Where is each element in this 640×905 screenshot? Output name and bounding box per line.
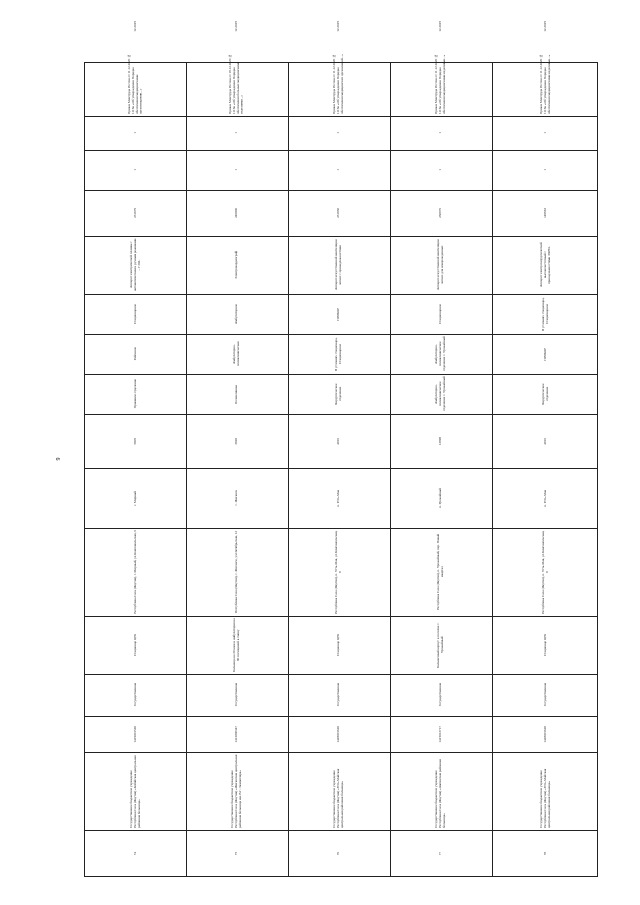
table-cell-level: [290, 296, 388, 332]
table-cell-order: [290, 52, 388, 114]
cell-text-license: 149663: [542, 208, 547, 218]
table-cell-num: [87, 832, 184, 876]
cell-text-level: ПРИБОР: [336, 307, 341, 321]
table-cell-population: [494, 416, 597, 466]
table-cell-date: [188, 5, 286, 48]
table-cell-address: [392, 530, 490, 614]
cell-text-ownership: Государственная: [132, 683, 137, 707]
cell-text-num: 75: [234, 852, 239, 856]
table-cell-order: [87, 52, 184, 114]
table-cell-order: [494, 52, 597, 114]
cell-text-num: 77: [438, 852, 443, 856]
table-cell-ownership: [87, 676, 184, 714]
table-cell-inn: [188, 718, 286, 750]
table-cell-level: [392, 296, 490, 332]
cell-text-inn: 1412000347: [234, 725, 239, 743]
table-cell-population: [290, 416, 388, 466]
table-cell-ownership: [494, 676, 597, 714]
table-cell-equipment: [188, 238, 286, 292]
table-cell-license: [392, 192, 490, 234]
column-divider: [85, 716, 597, 717]
column-divider: [85, 616, 597, 617]
column-divider: [85, 190, 597, 191]
cell-text-date: 12.2025: [132, 21, 137, 32]
table-cell-staff: [494, 118, 597, 148]
cell-text-address: Республика Саха (Якутия), п. Урожайный, пер. Новый квартал: [436, 533, 444, 611]
cell-text-inn: 1428001620: [336, 725, 341, 743]
table-cell-ownership: [188, 676, 286, 714]
cell-text-equipment: Электрокардиограф: [234, 251, 239, 279]
table-cell-kind: [188, 618, 286, 672]
table-cell-equipment: [392, 238, 490, 292]
cell-text-population: 4816: [336, 437, 341, 445]
cell-text-address: Республика Саха (Якутия), с. Жиганск, ул.Октябрьская, 12: [234, 530, 239, 614]
table-cell-beds: [290, 152, 388, 188]
table-cell-license: [188, 192, 286, 234]
cell-text-order: Приказ Минтруда России от 11.12.2020 № 1116н «Об утверждении Порядка обеспечения медицинскими организациями...»: [126, 53, 143, 114]
cell-text-staff: 1: [542, 132, 547, 134]
cell-text-population: 3828: [234, 437, 239, 445]
table-cell-settlement: [87, 470, 184, 526]
table-cell-inn: [392, 718, 490, 750]
cell-text-kind: Стационар ЦРБ: [542, 633, 547, 657]
cell-text-kind: Стационар ЦРБ: [132, 633, 137, 657]
table-cell-staff: [188, 118, 286, 148]
cell-text-staff: 1: [132, 132, 137, 134]
table-cell-department: [494, 376, 597, 412]
cell-text-ownership: Государственная: [336, 683, 341, 707]
cell-text-order: Приказ Минтруда России от 11.12.2020 № 1116н «Об утверждении Порядка обеспечения медицинских организаций...»: [332, 53, 344, 114]
table-cell-department: [87, 376, 184, 412]
cell-text-department: Приемное отделение: [132, 379, 137, 409]
table-cell-address: [494, 530, 597, 614]
cell-text-inn: 1419001520: [132, 725, 137, 743]
table-cell-address: [188, 530, 286, 614]
row-divider: [288, 63, 289, 876]
table-cell-settlement: [290, 470, 388, 526]
table-cell-zone: [188, 336, 286, 372]
table-cell-department: [188, 376, 286, 412]
table-cell-inn: [290, 718, 388, 750]
table-cell-staff: [87, 118, 184, 148]
cell-text-settlement: п. Усть-Мая: [542, 489, 547, 507]
table-cell-date: [392, 5, 490, 48]
cell-text-beds: 1: [336, 169, 341, 171]
table-cell-order: [392, 52, 490, 114]
cell-text-settlement: п. Урожайный: [438, 488, 443, 508]
cell-text-ownership: Государственная: [542, 683, 547, 707]
column-divider: [85, 294, 597, 295]
cell-text-level: Стационарное: [132, 303, 137, 325]
cell-text-address: Республика Саха (Якутия), п. Усть-Мая, ул.Комсомольская, 8: [540, 530, 549, 614]
cell-text-date: 12.2025: [234, 21, 239, 32]
column-divider: [85, 414, 597, 415]
table-cell-kind: [392, 618, 490, 672]
cell-text-inn: 1428001620: [542, 725, 547, 743]
table-cell-level: [87, 296, 184, 332]
cell-text-settlement: г. Мирный: [132, 490, 137, 506]
cell-text-order: Приказ Минтруда России от 11.12.2020 № 1116н «Об утверждении Порядка обеспечения медицинскими изделиями...»: [538, 53, 551, 114]
table-cell-kind: [87, 618, 184, 672]
table-cell-license: [494, 192, 597, 234]
column-divider: [85, 674, 597, 675]
table-cell-equipment: [290, 238, 388, 292]
table-cell-settlement: [188, 470, 286, 526]
column-divider: [85, 830, 597, 831]
cell-text-date: 12.2025: [438, 21, 443, 32]
cell-text-department: Поликлиника: [234, 384, 239, 404]
cell-text-beds: 1: [132, 169, 137, 171]
table-cell-num: [188, 832, 286, 876]
cell-text-date: 12.2025: [542, 21, 547, 32]
cell-text-kind: Больничный корпус в поселке с. Урожайный: [436, 622, 444, 668]
cell-text-population: 4816: [542, 437, 547, 445]
cell-text-department: Хирургическое отделение: [334, 383, 342, 405]
equipment-table: [84, 21, 598, 877]
cell-text-equipment: Аппарат искусственной вентиляции легких для новорожденных: [436, 239, 444, 291]
table-cell-equipment: [494, 238, 597, 292]
cell-text-organization: Государственное бюджетное учреждение Республики Саха (Якутия) «Кобяйская центральная районная больница»: [128, 755, 141, 828]
table-cell-inn: [87, 718, 184, 750]
cell-text-ownership: Государственная: [234, 683, 239, 707]
cell-text-zone: В условиях стационара, Стационарное: [334, 337, 342, 371]
column-divider: [85, 752, 597, 753]
cell-text-equipment: Аппарат искусственной вентиляции легких с принадлежностями: [334, 239, 342, 291]
cell-text-organization: Государственное бюджетное учреждение Республики Саха (Якутия) «Усть-Майская центральная районная больница»: [332, 768, 344, 828]
cell-text-license: 230976: [438, 208, 443, 218]
cell-text-num: 76: [336, 852, 341, 856]
table-cell-organization: [188, 754, 286, 828]
column-divider: [85, 374, 597, 375]
table-cell-license: [290, 192, 388, 234]
table-cell-date: [290, 5, 388, 48]
table-cell-settlement: [494, 470, 597, 526]
cell-text-zone: ПРИБОР: [542, 347, 547, 361]
cell-text-license: 231879: [132, 208, 137, 218]
table-cell-level: [188, 296, 286, 332]
cell-text-num: 78: [542, 852, 547, 856]
column-divider: [85, 528, 597, 529]
cell-text-organization: Государственное бюджетное учреждение Республики Саха (Якутия) «Усть-Майская центральная районная больница»: [538, 768, 551, 828]
cell-text-equipment: Аппарат электрохирургический высокочастотный с принадлежностями ЭХВЧ-: [538, 242, 551, 288]
table-cell-num: [392, 832, 490, 876]
cell-text-beds: 1: [438, 169, 443, 171]
cell-text-license: 246800: [234, 208, 239, 218]
table-cell-department: [290, 376, 388, 412]
table-cell-beds: [494, 152, 597, 188]
table-cell-population: [188, 416, 286, 466]
table-cell-address: [290, 530, 388, 614]
column-divider: [85, 150, 597, 151]
table-cell-inn: [494, 718, 597, 750]
table-cell-num: [290, 832, 388, 876]
cell-text-organization: Государственное бюджетное учреждение Республики Саха (Якутия) «Жиганская центральная районная больница им. В.Г. Экземпляра»: [230, 754, 242, 828]
cell-text-order: Приказ Минтруда России от 19.12.2020 № 1116н «Об утверждении Порядка обеспечения больных медицинскими изделиями...»: [228, 53, 244, 114]
cell-text-population: 13898: [438, 436, 443, 446]
column-divider: [85, 236, 597, 237]
table-cell-staff: [290, 118, 388, 148]
cell-text-inn: 1415013717: [438, 725, 443, 743]
cell-text-level: Стационарное: [438, 303, 443, 325]
table-cell-population: [87, 416, 184, 466]
cell-text-ownership: Государственная: [438, 683, 443, 707]
table-cell-kind: [290, 618, 388, 672]
table-cell-organization: [290, 754, 388, 828]
cell-text-zone: Амбулаторно-поликлиническая: [232, 341, 240, 367]
table-cell-license: [87, 192, 184, 234]
column-divider: [85, 116, 597, 117]
cell-text-department: Амбулаторно-поликлиническое отделение с. Урожайный: [434, 376, 446, 412]
table-cell-num: [494, 832, 597, 876]
cell-text-kind: Стационар ЦРБ: [336, 633, 341, 657]
cell-text-address: Республика Саха (Якутия), г. Мирный, ул.Комсомольская, 6: [132, 530, 137, 614]
cell-text-population: 5805: [132, 437, 137, 445]
cell-text-settlement: п. Усть-Мая: [336, 489, 341, 507]
cell-text-order: Приказ Минтруда России от 11.12.2020 № 1116н «Об утверждении Порядка обеспечения медицинскими изделиями...»: [434, 53, 446, 114]
row-divider: [390, 63, 391, 876]
table-cell-settlement: [392, 470, 490, 526]
cell-text-address: Республика Саха (Якутия), п. Усть-Мая, ул.Комсомольская, 8: [334, 530, 342, 614]
table-cell-organization: [494, 754, 597, 828]
cell-text-staff: 1: [438, 132, 443, 134]
table-cell-equipment: [87, 238, 184, 292]
table-cell-beds: [392, 152, 490, 188]
cell-text-beds: 1: [542, 169, 547, 171]
cell-text-organization: Государственное бюджетное учреждение Республики Саха (Якутия) «Амгинская районная больница»: [434, 759, 446, 828]
cell-text-equipment: Аппарат электрической плазмы с автоматическим и ручным режимами ... ГЭМ-: [128, 238, 141, 292]
table-cell-zone: [87, 336, 184, 372]
column-divider: [85, 334, 597, 335]
table-cell-date: [494, 5, 597, 48]
cell-text-staff: 1: [234, 132, 239, 134]
cell-text-kind: Больница на 30 коек и амбулатория на 80 посещений в смену: [232, 618, 240, 672]
table-cell-population: [392, 416, 490, 466]
table-cell-address: [87, 530, 184, 614]
table-cell-department: [392, 376, 490, 412]
table-cell-ownership: [392, 676, 490, 714]
cell-text-staff: 1: [336, 132, 341, 134]
table-cell-zone: [290, 336, 388, 372]
cell-text-date: 12.2025: [336, 21, 341, 32]
cell-text-department: Хирургическое отделение: [540, 383, 549, 405]
table-cell-beds: [188, 152, 286, 188]
cell-text-num: 74: [132, 852, 137, 856]
cell-text-zone: Амбулаторно-поликлиническое отделение с. Урожайный: [434, 336, 446, 372]
cell-text-level: В условиях стационара, Стационарное: [540, 297, 549, 331]
row-divider: [492, 63, 493, 876]
row-divider: [186, 63, 187, 876]
cell-text-zone: Районное: [132, 347, 137, 361]
table-cell-ownership: [290, 676, 388, 714]
cell-text-level: Амбулаторное: [234, 303, 239, 325]
table-cell-zone: [392, 336, 490, 372]
cell-text-beds: 1: [234, 169, 239, 171]
page-number: 9: [56, 457, 62, 461]
table-cell-staff: [392, 118, 490, 148]
table-cell-beds: [87, 152, 184, 188]
table-cell-organization: [87, 754, 184, 828]
table-cell-zone: [494, 336, 597, 372]
cell-text-settlement: с. Жиганск: [234, 490, 239, 506]
table-cell-organization: [392, 754, 490, 828]
cell-text-license: 231930: [336, 208, 341, 218]
table-cell-date: [87, 5, 184, 48]
table-cell-level: [494, 296, 597, 332]
table-cell-order: [188, 52, 286, 114]
column-divider: [85, 468, 597, 469]
table-cell-kind: [494, 618, 597, 672]
